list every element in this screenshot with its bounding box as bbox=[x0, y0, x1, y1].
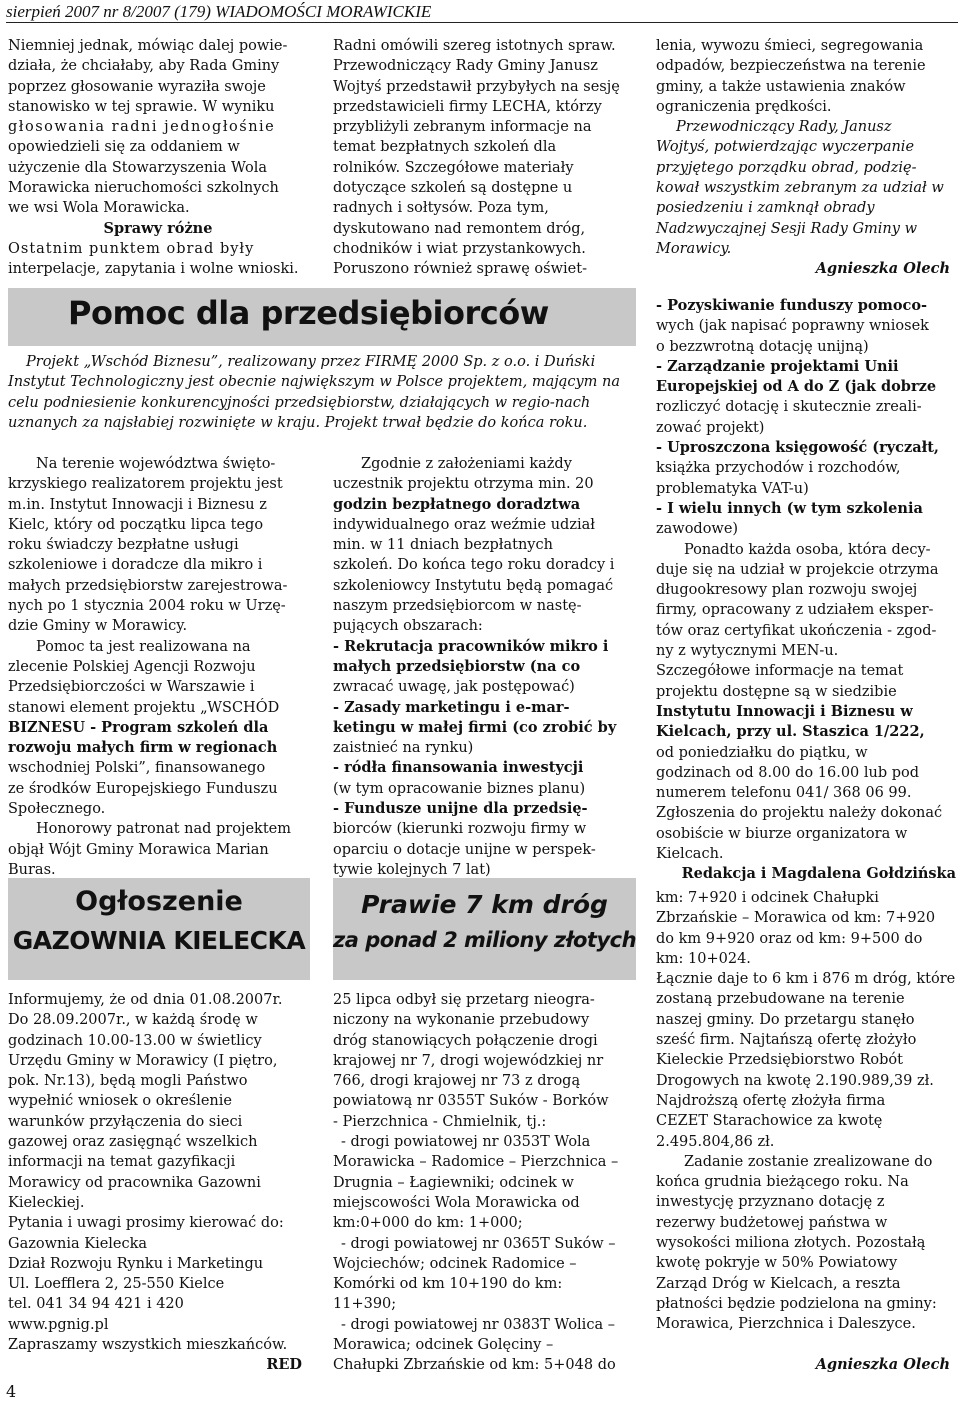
text-line: Wojtyś przedstawił przybyłych na sesję bbox=[333, 78, 620, 95]
text-line: interpelacje, zapytania i wolne wnioski. bbox=[8, 261, 299, 278]
text-line: - Fundusze unijne dla przedsię- bbox=[333, 800, 588, 818]
text-line: Urzędu Gminy w Morawicy (I piętro, bbox=[8, 1052, 278, 1069]
text-line: Morawica; odcinek Golęciny – bbox=[333, 1337, 554, 1354]
text-line: Komórki od km 10+190 do km: bbox=[333, 1276, 563, 1293]
pomoc-col2 bbox=[333, 454, 633, 880]
text-line: posiedzeniu i zamknął obrady bbox=[656, 200, 875, 217]
text-line: zostaną przebudowane na terenie bbox=[656, 991, 905, 1008]
text-line: osobiście w biurze organizatora w bbox=[656, 825, 908, 842]
text-line: biorców (kierunki rozwoju firmy w bbox=[333, 821, 587, 838]
text-line: rozliczyć dotację i skutecznie zreali- bbox=[656, 399, 922, 416]
ad-headline: Ogłoszenie bbox=[75, 886, 243, 917]
text-line: przybliżyli zebranym informacje na bbox=[333, 119, 592, 136]
text-line: zawodowe) bbox=[656, 521, 739, 538]
text-line: Drugnia – Łagiewniki; odcinek w bbox=[333, 1174, 574, 1191]
text-line: długookresowy plan rozwoju swojej bbox=[656, 582, 918, 599]
col2-top bbox=[333, 36, 633, 280]
text-line: m.in. Instytut Innowacji i Biznesu z bbox=[8, 496, 267, 513]
text-line: stanowi element projektu „WSCHÓD bbox=[8, 699, 280, 716]
text-line: km:0+000 do km: 1+000; bbox=[333, 1215, 523, 1232]
text-line: Buras. bbox=[8, 861, 56, 878]
text-line: Niemniej jednak, mówiąc dalej powie- bbox=[8, 38, 288, 54]
text-line: km: 10+024. bbox=[656, 950, 751, 967]
text-line: tów oraz certyfikat ukończenia - zgod- bbox=[656, 622, 937, 639]
text-line: Projekt „Wschód Biznesu”, realizowany przez FIRMĘ 2000 Sp. z o.o. i Duński bbox=[26, 354, 596, 370]
page-number: 4 bbox=[6, 1382, 17, 1401]
text-line: - I wielu innych (w tym szkolenia bbox=[656, 499, 923, 517]
ad-body bbox=[8, 990, 308, 1376]
text-line: dróg stanowiących połączenie drogi bbox=[333, 1032, 598, 1049]
text-line: - ródła finansowania inwestycji bbox=[333, 759, 584, 777]
text-line: pok. Nr.13), będą mogli Państwo bbox=[8, 1073, 248, 1090]
text-line: Wojtyś, potwierdzając wyczerpanie bbox=[656, 139, 915, 156]
text-line: numerem telefonu 041/ 368 06 99. bbox=[656, 785, 912, 802]
header-rule bbox=[6, 22, 958, 23]
text-line: (w tym opracowanie biznes planu) bbox=[333, 780, 586, 797]
text-line: objął Wójt Gminy Morawica Marian bbox=[8, 841, 269, 858]
text-line: informacji na temat gazyfikacji bbox=[8, 1154, 236, 1171]
text-line: Zgłoszenia do projektu należy dokonać bbox=[656, 805, 943, 822]
text-line: roku świadczy bezpłatne usługi bbox=[8, 537, 239, 554]
text-line: Pytania i uwagi prosimy kierować do: bbox=[8, 1215, 284, 1232]
roads-col3 bbox=[656, 888, 956, 1375]
text-line: niczony na wykonanie przebudowy bbox=[333, 1012, 590, 1029]
text-line: godzinach 10.00-13.00 w świetlicy bbox=[8, 1032, 262, 1049]
text-line: Zadanie zostanie zrealizowane do bbox=[684, 1153, 933, 1170]
text-line: Ponadto każda osoba, która decy- bbox=[684, 541, 931, 558]
text-line: problematyka VAT-u) bbox=[656, 480, 809, 497]
text-line: stanowisko w tej sprawie. W wyniku bbox=[8, 98, 275, 115]
text-line: zaistnieć na rynku) bbox=[333, 740, 474, 757]
text-line: kował wszystkim zebranym za udział w bbox=[656, 180, 944, 197]
text-line: dotyczące szkoleń są dostępne u bbox=[333, 180, 573, 197]
text-line: Przedsiębiorczości w Warszawie i bbox=[8, 679, 255, 696]
text-line: małych przedsiębiorstw zarejestrowa- bbox=[8, 577, 288, 594]
text-line: we wsi Wola Morawicka. bbox=[8, 200, 190, 217]
text-line: godzin bezpłatnego doradztwa bbox=[333, 495, 581, 513]
roads-subheadline: za ponad 2 miliony złotych bbox=[333, 928, 637, 952]
text-line: CEZET Starachowice za kwotę bbox=[656, 1113, 883, 1130]
text-line: tywie kolejnych 7 lat) bbox=[333, 861, 491, 878]
text-line: Nadzwyczajnej Sesji Rady Gminy w bbox=[656, 220, 917, 237]
text-line: szkoleń. Do końca tego roku doradcy i bbox=[333, 557, 615, 574]
text-line: końca grudnia bieżącego roku. Na bbox=[656, 1174, 909, 1191]
text-line: - Zasady marketingu i e-mar- bbox=[333, 698, 570, 716]
text-line: indywidualnego oraz weźmie udział bbox=[333, 516, 595, 533]
text-line: Zbrzańskie – Morawica od km: 7+920 bbox=[656, 910, 936, 927]
col1-top bbox=[8, 36, 308, 280]
signature: Agnieszka Olech bbox=[815, 1355, 950, 1373]
text-line: Ostatnim punktem obrad były bbox=[8, 240, 255, 257]
signature: RED bbox=[266, 1356, 302, 1374]
text-line: Radni omówili szereg istotnych spraw. bbox=[333, 38, 616, 54]
text-line: działa, że chciałaby, aby Rada Gminy bbox=[8, 58, 280, 75]
text-line: - Pozyskiwanie funduszy pomoco- bbox=[656, 297, 928, 314]
text-line: krzyskiego realizatorem projektu jest bbox=[8, 476, 283, 493]
text-line: 2.495.804,86 zł. bbox=[656, 1133, 775, 1150]
text-line: Kieleckie Przedsiębiorstwo Robót bbox=[656, 1052, 903, 1069]
text-line: naszej gminy. Do przetargu stanęło bbox=[656, 1011, 915, 1028]
text-line: Zarząd Dróg w Kielcach, a reszta bbox=[656, 1275, 901, 1292]
signature: Agnieszka Olech bbox=[815, 260, 950, 278]
text-line: Na terenie województwa święto- bbox=[36, 456, 276, 472]
text-line: Wojciechów; odcinek Radomice – bbox=[333, 1255, 577, 1272]
text-line: rolników. Szczegółowe materiały bbox=[333, 159, 574, 176]
text-line: książka przychodów i rozchodów, bbox=[656, 460, 901, 477]
text-line: Ul. Loefflera 2, 25-550 Kielce bbox=[8, 1276, 225, 1293]
text-line: do km 9+920 oraz od km: 9+500 do bbox=[656, 930, 923, 947]
text-line: ze środków Europejskiego Funduszu bbox=[8, 780, 278, 797]
text-line: 25 lipca odbył się przetarg nieogra- bbox=[333, 992, 595, 1008]
text-line: ny z wytycznymi MEN-u. bbox=[656, 643, 839, 660]
text-line: zlecenie Polskiej Agencji Rozwoju bbox=[8, 658, 256, 675]
text-line: ketingu w małej firmi (co zrobić by bbox=[333, 718, 617, 736]
text-line: gminy, a także ustawienia znaków bbox=[656, 78, 906, 95]
text-line: Szczegółowe informacje na temat bbox=[656, 663, 904, 680]
text-line: użyczenie dla Stowarzyszenia Wola bbox=[8, 159, 267, 176]
text-line: Europejskiej od A do Z (jak dobrze bbox=[656, 378, 937, 396]
text-line: szkoleniowcy Instytutu będą pomagać bbox=[333, 577, 614, 594]
text-line: Chałupki Zbrzańskie od km: 5+048 do bbox=[333, 1357, 616, 1374]
col3-top bbox=[656, 36, 956, 280]
text-line: dyskutowano nad remontem dróg, bbox=[333, 220, 586, 237]
text-line: szkoleniowe i doradcze dla mikro i bbox=[8, 557, 263, 574]
text-line: radnych i sołtysów. Poza tym, bbox=[333, 200, 549, 217]
text-line: dzie Gminy w Morawicy. bbox=[8, 618, 188, 635]
text-line: krajowej nr 7, drogi wojewódzkiej nr bbox=[333, 1052, 604, 1069]
text-line: - drogi powiatowej nr 0353T Wola bbox=[341, 1134, 591, 1151]
text-line: Najdroższą ofertę złożyła firma bbox=[656, 1092, 886, 1109]
text-line: celu podniesienie konkurencyjności przedsiębiorstw, działających w regio-nach bbox=[8, 394, 591, 411]
text-line: Instytutu Innowacji i Biznesu w bbox=[656, 702, 913, 720]
text-line: km: 7+920 i odcinek Chałupki bbox=[656, 890, 879, 906]
article-headline: Pomoc dla przedsiębiorców bbox=[68, 294, 549, 332]
text-line: chodników i wiat przystankowych. bbox=[333, 240, 586, 257]
text-line: Drogowych na kwotę 2.190.989,39 zł. bbox=[656, 1072, 934, 1089]
text-line: - Rekrutacja pracowników mikro i bbox=[333, 637, 609, 655]
text-line: opowiedzieli się za oddaniem w bbox=[8, 139, 240, 156]
article-lead bbox=[8, 352, 636, 433]
text-line: odpadów, bezpieczeństwa na terenie bbox=[656, 58, 926, 75]
text-line: powiatową nr 0355T Suków - Borków bbox=[333, 1093, 609, 1110]
text-line: płatności będzie podzielona na gminy: bbox=[656, 1295, 937, 1312]
text-line: wypełnić wniosek o określenie bbox=[8, 1093, 232, 1110]
text-line: uznanych za najsłabiej rozwinięte w kraju. Projekt trwał będzie do końca roku. bbox=[8, 414, 588, 431]
text-line: firmy, opracowany z udziałem eksper- bbox=[656, 602, 934, 619]
text-line: warunków przyłączenia do sieci bbox=[8, 1113, 243, 1130]
text-line: wschodniej Polski”, finansowanego bbox=[8, 760, 266, 777]
text-line: zwracać uwagę, jak postępować) bbox=[333, 679, 575, 696]
text-line: Poruszono również sprawę oświet- bbox=[333, 261, 587, 278]
text-line: Łącznie daje to 6 km i 876 m dróg, które bbox=[656, 971, 956, 988]
text-line: głosowania radni jednogłośnie bbox=[8, 119, 276, 136]
text-line: wych (jak napisać poprawny wniosek bbox=[656, 318, 929, 335]
pomoc-col1 bbox=[8, 454, 308, 880]
roads-col2 bbox=[333, 990, 633, 1376]
text-line: lenia, wywozu śmieci, segregowania bbox=[656, 38, 924, 54]
text-line: - drogi powiatowej nr 0365T Suków – bbox=[341, 1235, 616, 1252]
text-line: Dział Rozwoju Rynku i Marketingu bbox=[8, 1255, 264, 1272]
text-line: rezerwy budżetowej państwa w bbox=[656, 1214, 888, 1231]
text-line: 11+390; bbox=[333, 1296, 397, 1313]
text-line: Morawica, Pierzchnica i Daleszyce. bbox=[656, 1316, 916, 1333]
text-line: nych po 1 stycznia 2004 roku w Urzę- bbox=[8, 598, 286, 615]
text-line: gazowej oraz zasięgnąć wszelkich bbox=[8, 1134, 258, 1151]
text-line: min. w 11 dniach bezpłatnych bbox=[333, 537, 553, 554]
text-line: - Uproszczona księgowość (ryczałt, bbox=[656, 439, 939, 457]
text-line: Zgodnie z założeniami każdy bbox=[361, 456, 572, 472]
text-line: Pomoc ta jest realizowana na bbox=[36, 638, 251, 655]
text-line: 766, drogi krajowej nr 73 z drogą bbox=[333, 1073, 581, 1090]
text-line: ograniczenia prędkości. bbox=[656, 98, 832, 115]
text-line: projektu dostępne są w siedzibie bbox=[656, 683, 897, 700]
text-line: - Zarządzanie projektami Unii bbox=[656, 357, 899, 375]
text-line: kwotę pokryje w 50% Powiatowy bbox=[656, 1255, 898, 1272]
website-text: www.pgnig.pl bbox=[8, 1316, 109, 1333]
text-line: Przewodniczący Rady, Janusz bbox=[676, 119, 892, 136]
text-line: przyjętego porządku obrad, podzię- bbox=[656, 159, 917, 176]
text-line: o bezzwrotną dotację unijną) bbox=[656, 338, 869, 355]
text-line: rozwoju małych firm w regionach bbox=[8, 739, 278, 757]
text-line: Informujemy, że od dnia 01.08.2007r. bbox=[8, 992, 283, 1008]
text-line: Kielc, który od początku lipca tego bbox=[8, 516, 264, 533]
text-line: naszym przedsiębiorcom w nastę- bbox=[333, 598, 582, 615]
text-line: Do 28.09.2007r., w każdą środę w bbox=[8, 1012, 258, 1029]
page-header: sierpień 2007 nr 8/2007 (179) WIADOMOŚCI MORAWICKIE bbox=[6, 2, 432, 21]
text-line: Kielcach, przy ul. Staszica 1/222, bbox=[656, 723, 925, 741]
text-line: godzinach od 8.00 do 16.00 lub pod bbox=[656, 764, 920, 781]
text-line: Instytut Technologiczny jest obecnie największym w Polsce projektem, mającym na bbox=[8, 374, 621, 391]
text-line: temat bezpłatnych szkoleń dla bbox=[333, 139, 557, 156]
text-line: oparciu o dotacje unijne w perspek- bbox=[333, 841, 596, 858]
text-line: Społecznego. bbox=[8, 801, 106, 818]
text-line: poprzez głosowanie wyraziła swoje bbox=[8, 78, 266, 95]
text-line: od poniedziałku do piątku, w bbox=[656, 744, 868, 761]
pomoc-col3 bbox=[656, 296, 956, 885]
text-line: Morawicka nieruchomości szkolnych bbox=[8, 180, 279, 197]
text-line: Morawicy od pracownika Gazowni bbox=[8, 1174, 261, 1191]
text-line: wysokości miliona złotych. Pozostałą bbox=[656, 1235, 926, 1252]
text-line: pujących obszarach: bbox=[333, 618, 483, 635]
text-line: sześć firm. Najtańszą ofertę złożyło bbox=[656, 1032, 917, 1049]
text-line: Gazownia Kielecka bbox=[8, 1235, 148, 1252]
signature: Redakcja i Magdalena Gołdzińska bbox=[681, 865, 956, 883]
text-line: Morawicy. bbox=[656, 240, 732, 257]
text-line: BIZNESU - Program szkoleń dla bbox=[8, 718, 269, 736]
text-line: Zapraszamy wszystkich mieszkańców. bbox=[8, 1337, 288, 1354]
text-line: Przewodniczący Rady Gminy Janusz bbox=[333, 58, 598, 75]
text-line: Kielcach. bbox=[656, 846, 724, 863]
text-line: zować projekt) bbox=[656, 419, 765, 436]
text-line: - Pierzchnica - Chmielnik, tj.: bbox=[333, 1113, 547, 1130]
text-line: małych przedsiębiorstw (na co bbox=[333, 657, 581, 675]
ad-company: GAZOWNIA KIELECKA bbox=[12, 926, 306, 955]
text-line: Honorowy patronat nad projektem bbox=[36, 821, 291, 838]
text-line: Kieleckiej. bbox=[8, 1194, 85, 1211]
text-line: Morawicka – Radomice – Pierzchnica – bbox=[333, 1154, 619, 1171]
text-line: miejscowości Wola Morawicka od bbox=[333, 1194, 580, 1211]
text-line: - drogi powiatowej nr 0383T Wolica – bbox=[341, 1316, 615, 1333]
text-line: inwestycję przyznano dotację z bbox=[656, 1194, 885, 1211]
text-line: przedstawicieli firmy LECHA, którzy bbox=[333, 98, 602, 115]
roads-headline: Prawie 7 km dróg bbox=[361, 890, 608, 919]
subheading: Sprawy różne bbox=[103, 219, 213, 237]
text-line: duje się na udział w projekcie otrzyma bbox=[656, 561, 939, 578]
text-line: uczestnik projektu otrzyma min. 20 bbox=[333, 476, 594, 493]
text-line: tel. 041 34 94 421 i 420 bbox=[8, 1296, 184, 1313]
